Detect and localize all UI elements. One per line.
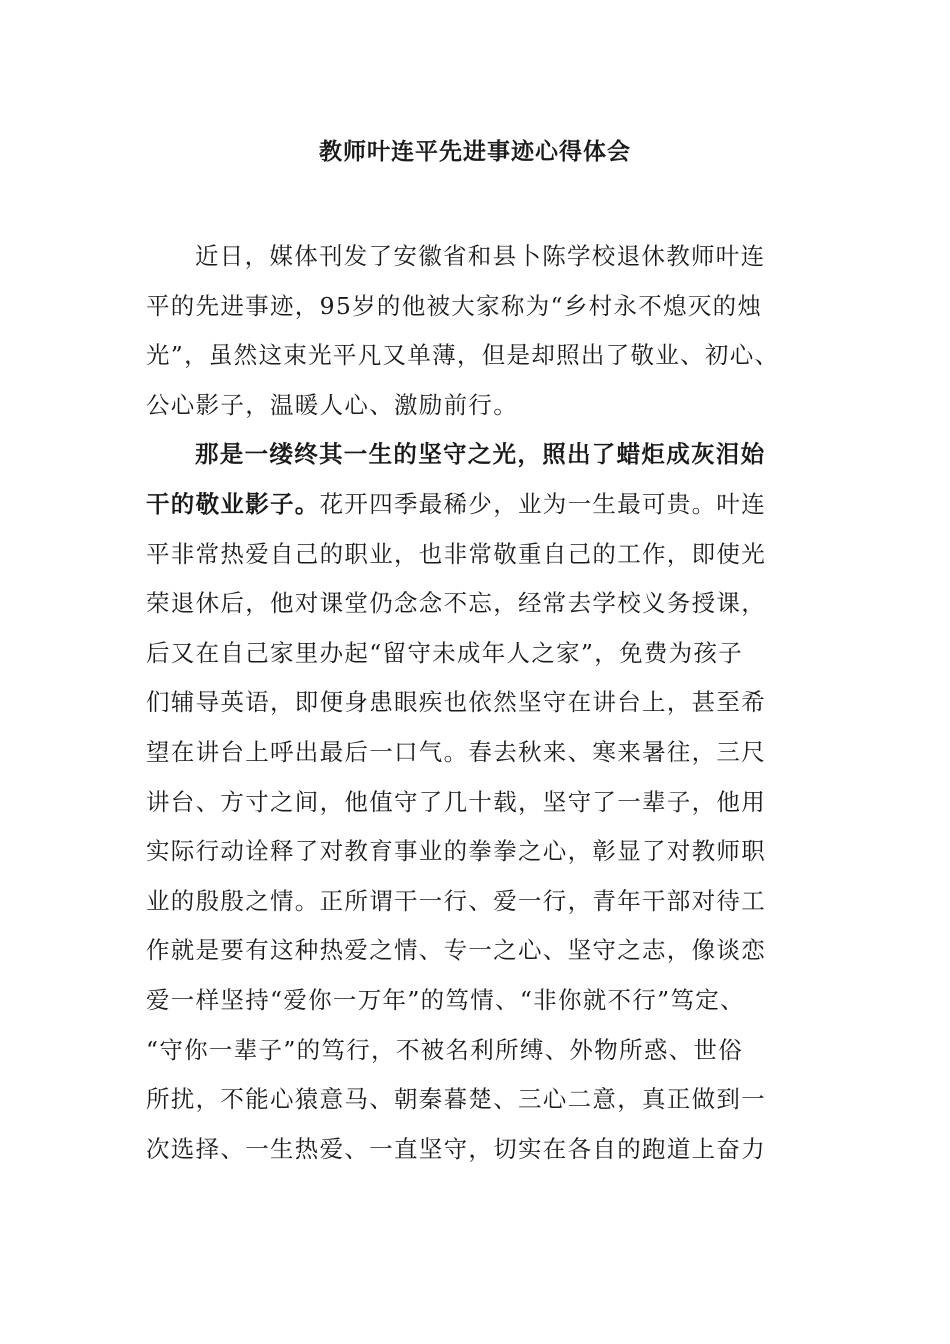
paragraph-line: 平非常热爱自己的职业，也非常敬重自己的工作，即使光 [146,539,766,568]
paragraph-line [146,480,826,530]
paragraph-2 [146,430,826,1174]
paragraph-line: 平的先进事迹，95岁的他被大家称为“乡村永不熄灭的烛 [146,291,763,320]
paragraph-line: 业的殷殷之情。正所谓干一行、爱一行，青年干部对待工 [146,886,766,915]
paragraph-line: 所扰，不能心猿意马、朝秦暮楚、三心二意，真正做到一 [146,1085,766,1114]
paragraph-lead-sentence: 那是一缕终其一生的坚守之光，照出了蜡炬成灰泪始 [195,440,766,469]
document-title: 教师叶连平先进事迹心得体会 [319,138,631,165]
paragraph-line: 次选择、一生热爱、一直坚守，切实在各自的跑道上奋力 [146,1134,766,1163]
paragraph-line: 望在讲台上呼出最后一口气。春去秋来、寒来暑往，三尺 [146,737,766,766]
paragraph-line: 后又在自己家里办起“留守未成年人之家”，免费为孩子 [146,638,744,667]
paragraph-line: 实际行动诠释了对教育事业的拳拳之心，彰显了对教师职 [146,837,766,866]
paragraph-line: 讲台、方寸之间，他值守了几十载，坚守了一辈子，他用 [146,787,766,816]
paragraph-line-text: 花开四季最稀少，业为一生最可贵。叶连 [319,489,767,518]
paragraph-lead-sentence-end: 干的敬业影子。 [146,489,320,518]
paragraph-line: 作就是要有这种热爱之情、专一之心、坚守之志，像谈恋 [146,936,766,965]
document-body [146,232,826,1174]
paragraph-line: “守你一辈子”的笃行，不被名利所缚、外物所惑、世俗 [146,1035,744,1064]
paragraph-line: 爱一样坚持“爱你一万年”的笃情、“非你就不行”笃定、 [146,985,745,1014]
paragraph-line: 公心影子，温暖人心、激励前行。 [146,390,518,419]
paragraph-1 [146,232,826,430]
paragraph-line: 们辅导英语，即便身患眼疾也依然坚守在讲台上，甚至希 [146,688,766,717]
paragraph-line: 荣退休后，他对课堂仍念念不忘，经常去学校义务授课， [146,589,766,618]
paragraph-line: 光”，虽然这束光平凡又单薄，但是却照出了敬业、初心、 [146,341,780,370]
paragraph-line: 近日，媒体刊发了安徽省和县卜陈学校退休教师叶连 [195,242,766,270]
